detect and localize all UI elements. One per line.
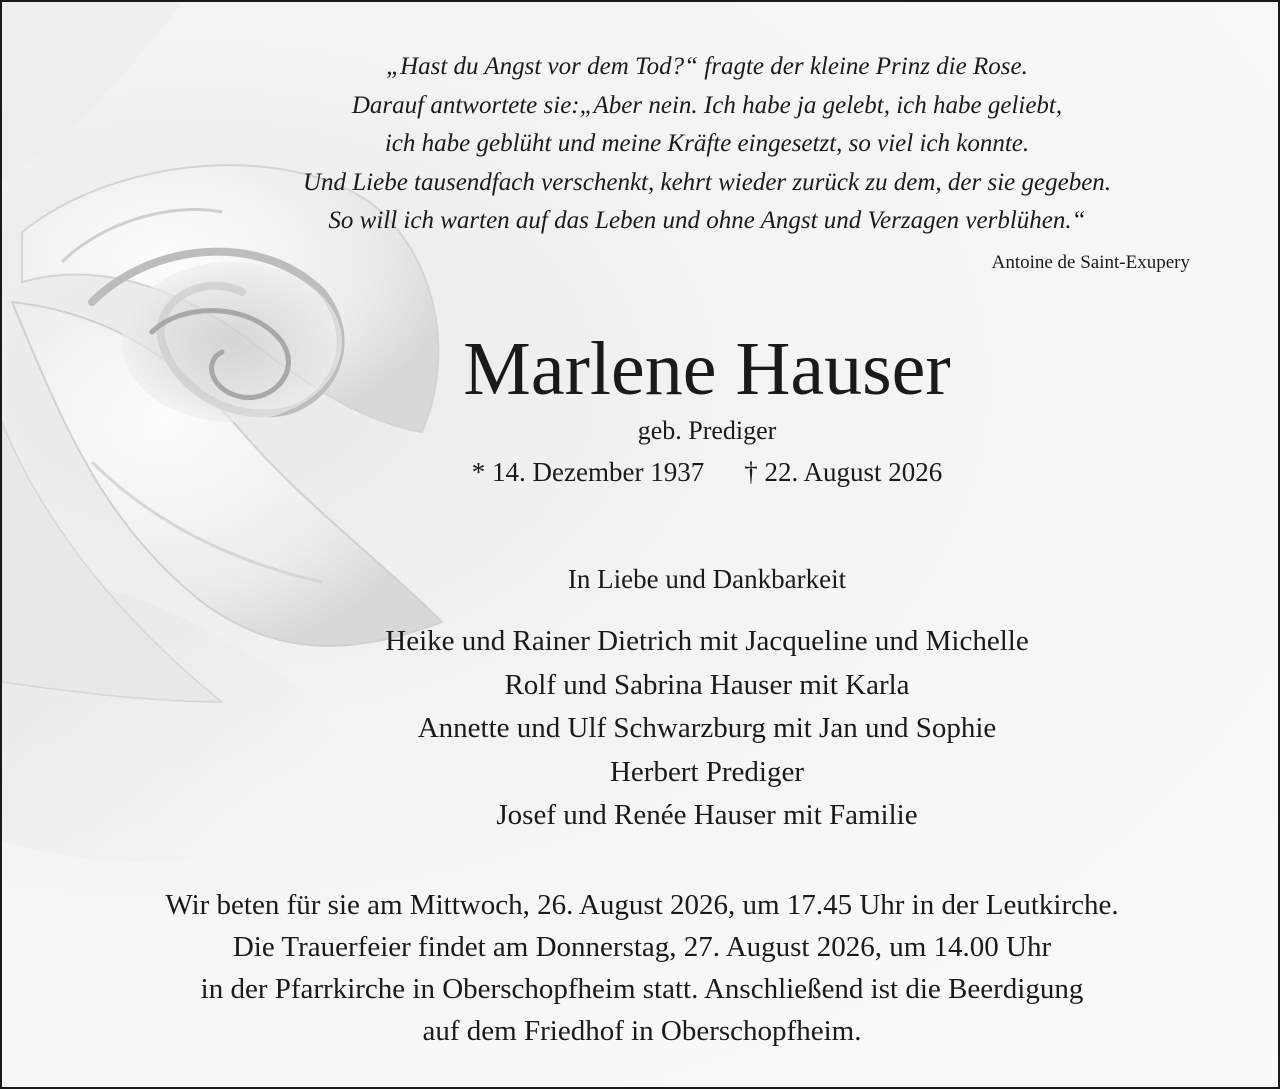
mourner-entry: Rolf und Sabrina Hauser mit Karla [504,668,910,701]
service-line: Die Trauerfeier findet am Donnerstag, 27. August 2026, um 14.00 Uhr [232,931,1052,963]
mourner-entry: Heike und Rainer Dietrich mit Jacqueline und Michelle [385,625,1029,657]
service-info [42,884,1242,1052]
quote [122,48,1280,241]
death-date: † 22. August 2026 [744,457,943,487]
mourner-entry: Annette und Ulf Schwarzburg mit Jan und Sophie [417,712,997,744]
mourner-entry: Josef und Renée Hauser mit Familie [496,799,918,831]
text-layer [2,2,1278,1087]
quote-line: „Hast du Angst vor dem Tod?“ fragte der kleine Prinz die Rose. [386,53,1028,80]
quote-line: So will ich warten auf das Leben und ohne Angst und Verzagen verblühen.“ [328,207,1086,234]
service-line: in der Pfarrkirche in Oberschopfheim statt. Anschließend ist die Beerdigung [200,973,1084,1005]
service-line: auf dem Friedhof in Oberschopfheim. [422,1015,862,1047]
birth-date: * 14. Dezember 1937 [471,457,705,487]
deceased-name: Marlene Hauser [463,327,951,411]
dedication: In Liebe und Dankbarkeit [567,564,847,594]
service-line: Wir beten für sie am Mittwoch, 26. August 2026, um 17.45 Uhr in der Leutkirche. [165,889,1119,921]
quote-line: Darauf antwortete sie:„Aber nein. Ich habe ja gelebt, ich habe geliebt, [351,91,1063,119]
quote-line: Und Liebe tausendfach verschenkt, kehrt wieder zurück zu dem, der sie gegeben. [302,168,1112,196]
quote-line: ich habe geblüht und meine Kräfte eingesetzt, so viel ich konnte. [384,130,1030,157]
mourners-list [122,620,1280,838]
birth-name: geb. Prediger [637,416,777,445]
mourner-entry: Herbert Prediger [609,755,805,788]
quote-author: Antoine de Saint-Exupery [991,252,1190,273]
life-dates [122,457,1280,488]
